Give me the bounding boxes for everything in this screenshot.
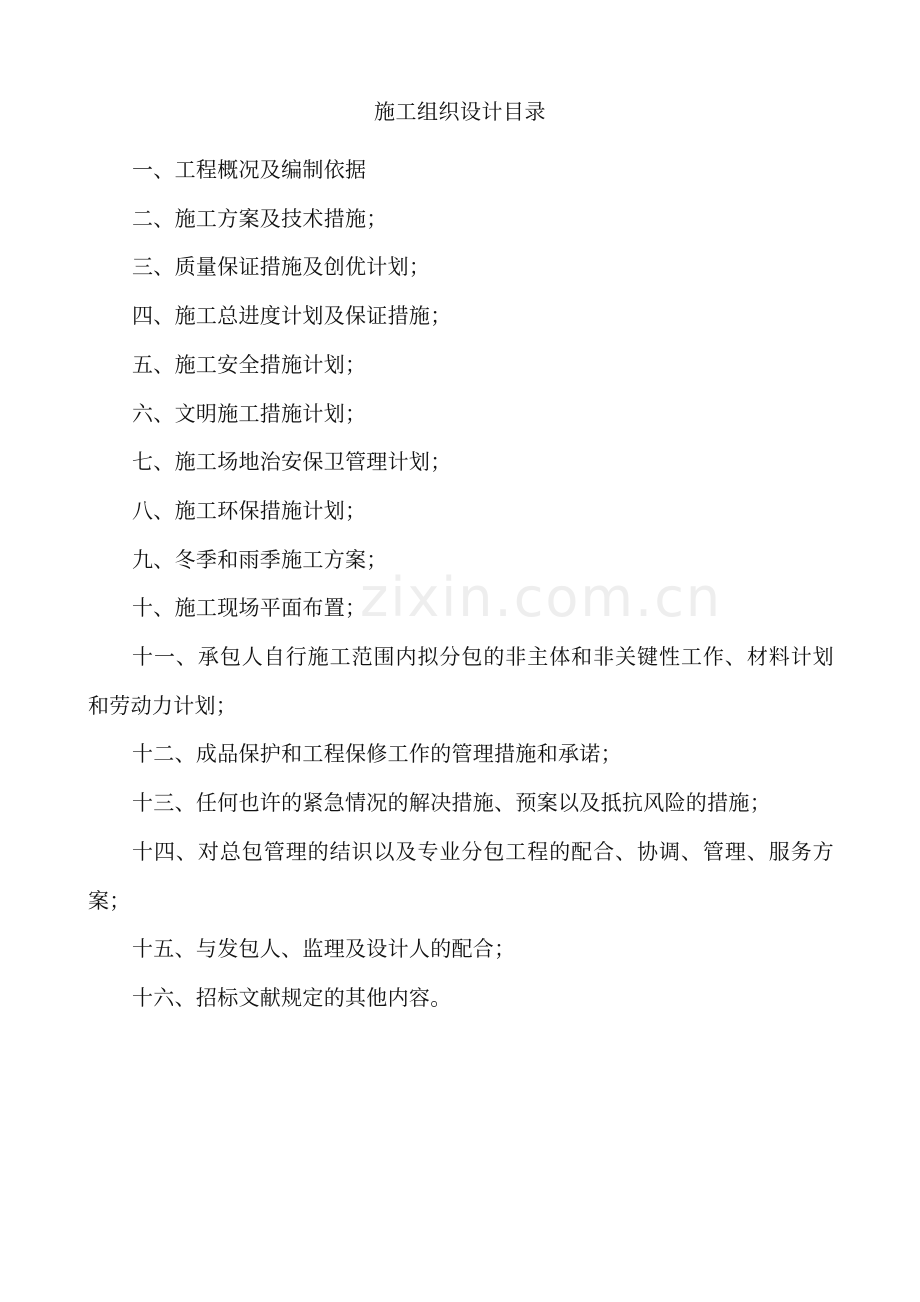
toc-item-15: 十五、与发包人、监理及设计人的配合； [132, 937, 516, 962]
toc-item-5: 五、施工安全措施计划； [132, 352, 367, 377]
table-of-contents [88, 146, 834, 1023]
page-title: 施工组织设计目录 [374, 100, 546, 124]
toc-item-11: 十一、承包人自行施工范围内拟分包的非主体和非关键性工作、材料计划和劳动力计划； [88, 645, 834, 718]
toc-item-1: 一、工程概况及编制依据 [132, 158, 367, 182]
toc-item-3: 三、质量保证措施及创优计划； [132, 255, 431, 280]
toc-item-14: 十四、对总包管理的结识以及专业分包工程的配合、协调、管理、服务方案； [88, 839, 834, 913]
toc-item-8: 八、施工环保措施计划； [132, 498, 367, 523]
toc-item-7: 七、施工场地治安保卫管理计划； [132, 450, 452, 475]
toc-item-10: 十、施工现场平面布置； [132, 596, 367, 621]
watermark: zixin.com.cn [360, 566, 723, 629]
toc-item-12: 十二、成品保护和工程保修工作的管理措施和承诺； [132, 742, 622, 767]
toc-item-6: 六、文明施工措施计划； [132, 401, 367, 426]
toc-item-13: 十三、任何也许的紧急情况的解决措施、预案以及抵抗风险的措施； [132, 791, 771, 816]
toc-item-16: 十六、招标文献规定的其他内容。 [132, 985, 452, 1010]
toc-item-4: 四、施工总进度计划及保证措施； [132, 304, 452, 329]
toc-item-9: 九、冬季和雨季施工方案； [132, 547, 388, 572]
toc-item-2: 二、施工方案及技术措施； [132, 206, 388, 231]
